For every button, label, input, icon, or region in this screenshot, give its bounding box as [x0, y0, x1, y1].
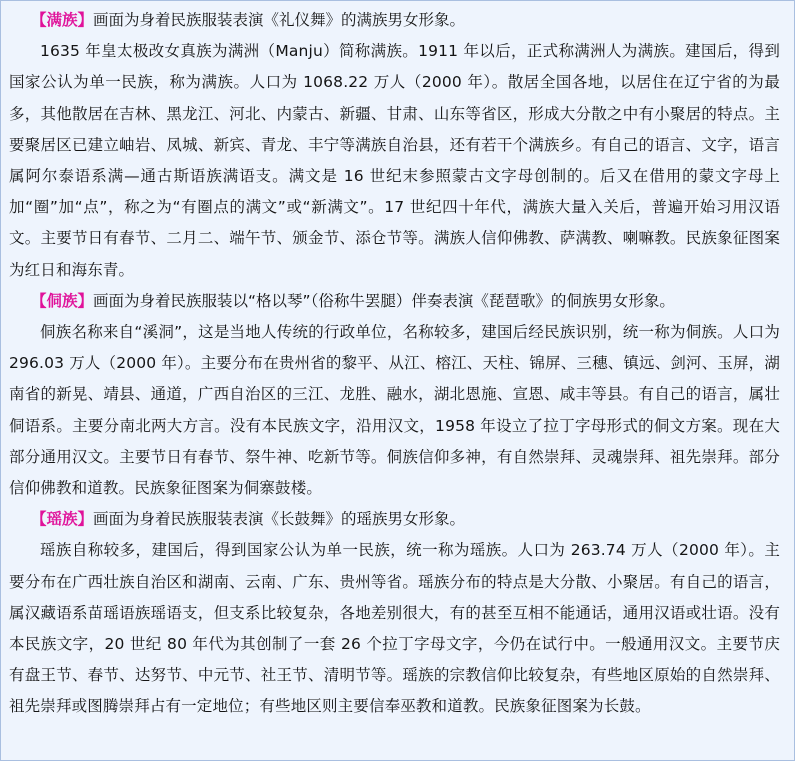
image-caption: 画面为身着民族服装以“格以琴”（俗称牛罢腿）伴奏表演《琵琶歌》的侗族男女形象。: [93, 291, 675, 310]
section-paragraph: 侗族名称来自“溪洞”，这是当地人传统的行政单位，名称较多，建国后经民族识别，统一称为侗族。人口为 296.03 万人（2000 年）。主要分布在贵州省的黎平、从江、榕江、天柱、锦屏、三穗、镇远、剑河、玉屏，湖南省的新晃、靖县、通道，广西自治区的三江、龙胜、融水，湖北恩施、宣恩、咸丰等县。有自己的语言，属壮侗语系。主要分南北两大方言。没有本民族文字，沿用汉文，1958 年设立了拉丁字母形式的侗文方案。现在大部分通用汉文。主要节日有春节、祭牛神、吃新节等。侗族信仰多神，有自然崇拜、灵魂崇拜、祖先崇拜。部分信仰佛教和道教。民族象征图案为侗寨鼓楼。: [9, 323, 780, 498]
section-paragraph: 瑶族自称较多，建国后，得到国家公认为单一民族，统一称为瑶族。人口为 263.74 万人（2000 年）。主要分布在广西壮族自治区和湖南、云南、广东、贵州等省。瑶族分布的特点是大分散、小聚居。有自己的语言，属汉藏语系苗瑶语族瑶语支，但支系比较复杂，各地差别很大，有的甚至互相不能通话，通用汉语或壮语。没有本民族文字，20 世纪 80 年代为其创制了一套 26 个拉丁字母文字，今仍在试行中。一般通用汉文。主要节庆有盘王节、春节、达努节、中元节、社王节、清明节等。瑶族的宗教信仰比较复杂，有些地区原始的自然崇拜、祖先崇拜或图腾崇拜占有一定地位；有些地区则主要信奉巫教和道教。民族象征图案为长鼓。: [9, 541, 780, 716]
section-dong: [9, 286, 780, 504]
section-heading: [31, 5, 780, 36]
ethnic-group-tag: 【满族】: [31, 11, 94, 29]
section-manchu: [9, 5, 780, 286]
section-yao: [9, 504, 780, 722]
section-heading: [31, 504, 780, 535]
ethnic-group-tag: 【侗族】: [31, 291, 94, 310]
section-paragraph: 1635 年皇太极改女真族为满洲（Manju）简称满族。1911 年以后，正式称满洲人为满族。建国后，得到国家公认为单一民族，称为满族。人口为 1068.22 万人（2000 年）。散居全国各地，以居住在辽宁省的为最多，其他散居在吉林、黑龙江、河北、内蒙古、新疆、甘肃、山东等省区，形成大分散之中有小聚居的特点。主要聚居区已建立岫岩、凤城、新宾、青龙、丰宁等满族自治县，还有若干个满族乡。有自己的语言、文字，语言属阿尔泰语系满—通古斯语族满语支。满文是 16 世纪末参照蒙古文字母创制的。后又在借用的蒙文字母上加“圈”加“点”，称之为“有圈点的满文”或“新满文”。17 世纪四十年代，满族大量入关后，普遍开始习用汉语文。主要节日有春节、二月二、端午节、颁金节、添仓节等。满族人信仰佛教、萨满教、喇嘛教。民族象征图案为红日和海东青。: [9, 42, 780, 279]
ethnic-group-tag: 【瑶族】: [31, 510, 94, 529]
image-caption: 画面为身着民族服装表演《长鼓舞》的瑶族男女形象。: [93, 510, 466, 529]
section-heading: [31, 286, 780, 317]
image-caption: 画面为身着民族服装表演《礼仪舞》的满族男女形象。: [93, 11, 466, 29]
